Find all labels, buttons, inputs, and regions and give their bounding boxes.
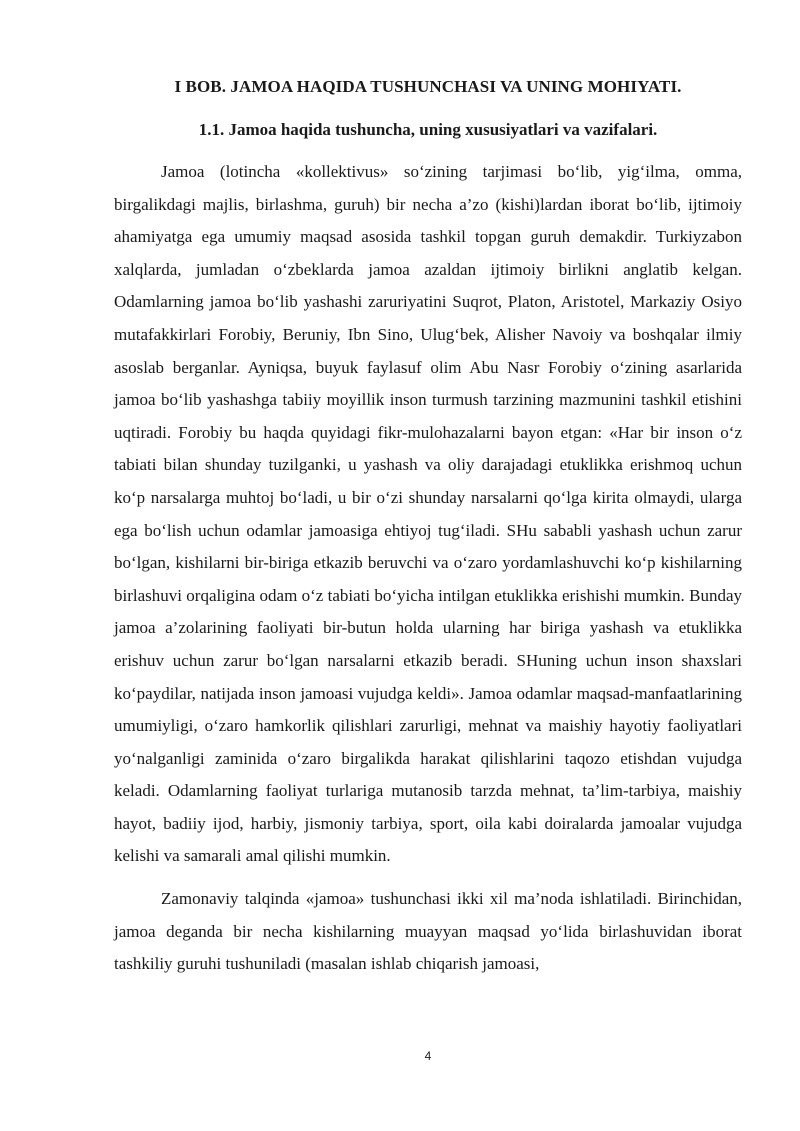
page-number: 4: [424, 1049, 432, 1063]
paragraph-2: Zamonaviy talqinda «jamoa» tushunchasi ikki xil ma’noda ishlatiladi. Birinchidan, jamoa deganda bir necha kishilarning muayyan maqsad yo‘lida birlashuvidan iborat tashkiliy guruhi tushuniladi (masalan ishlab chiqarish jamoasi,: [114, 889, 742, 974]
chapter-title: I BOB. JAMOA HAQIDA TUSHUNCHASI VA UNING MOHIYATI.: [174, 77, 682, 96]
section-title: 1.1. Jamoa haqida tushuncha, uning xususiyatlari va vazifalari.: [198, 120, 658, 139]
paragraph-1: Jamoa (lotincha «kollektivus» so‘zining tarjimasi bo‘lib, yig‘ilma, omma, birgalikdagi majlis, birlashma, guruh) bir necha a’zo (kishi)lardan iborat bo‘lib, ijtimoiy ahamiyatga ega umumiy maqsad asosida tashkil topgan guruh demakdir. Turkiyzabon xalqlarda, jumladan o‘zbeklarda jamoa azaldan ijtimoiy birlikni anglatib kelgan. Odamlarning jamoa bo‘lib yashashi zaruriyatini Suqrot, Platon, Aristotel, Markaziy Osiyo mutafakkirlari Forobiy, Beruniy, Ibn Sino, Ulug‘bek, Alisher Navoiy va boshqalar ilmiy asoslab berganlar. Ayniqsa, buyuk faylasuf olim Abu Nasr Forobiy o‘zining asarlarida jamoa bo‘lib yashashga tabiiy moyillik inson turmush tarzining mazmunini tashkil etishini uqtiradi. Forobiy bu haqda quyidagi fikr-mulohazalarni bayon etgan: «Har bir inson o‘z tabiati bilan shunday tuzilganki, u yashash va oliy darajadagi etuklikka erishmoq uchun ko‘p narsalarga muhtoj bo‘ladi, u bir o‘zi shunday narsalarni qo‘lga kirita olmaydi, ularga ega bo‘lish uchun odamlar jamoasiga ehtiyoj tug‘iladi. SHu sababli yashash uchun zarur bo‘lgan, kishilarni bir-biriga etkazib beruvchi va o‘zaro yordamlashuvchi ko‘p kishilarning birlashuvi orqaligina odam o‘z tabiati bo‘yicha intilgan etuklikka erishishi mumkin. Bunday jamoa a’zolarining faoliyati bir-butun holda ularning har biriga yashash va etuklikka erishuv uchun zarur bo‘lgan narsalarni etkazib beradi. SHuning uchun inson shaxslari ko‘paydilar, natijada inson jamoasi vujudga keldi». Jamoa odamlar maqsad-manfaatlarining umumiyligi, o‘zaro hamkorlik qilishlari zarurligi, mehnat va maishiy hayotiy faoliyatlari yo‘nalganligi zaminida o‘zaro birgalikda harakat qilishlarini taqozo etishdan vujudga keladi. Odamlarning faoliyat turlariga mutanosib tarzda mehnat, ta’lim-tarbiya, maishiy hayot, badiiy ijod, harbiy, jismoniy tarbiya, sport, oila kabi doiralarda jamoalar vujudga kelishi va samarali amal qilishi mumkin.: [114, 162, 742, 866]
body-text: [114, 156, 742, 981]
